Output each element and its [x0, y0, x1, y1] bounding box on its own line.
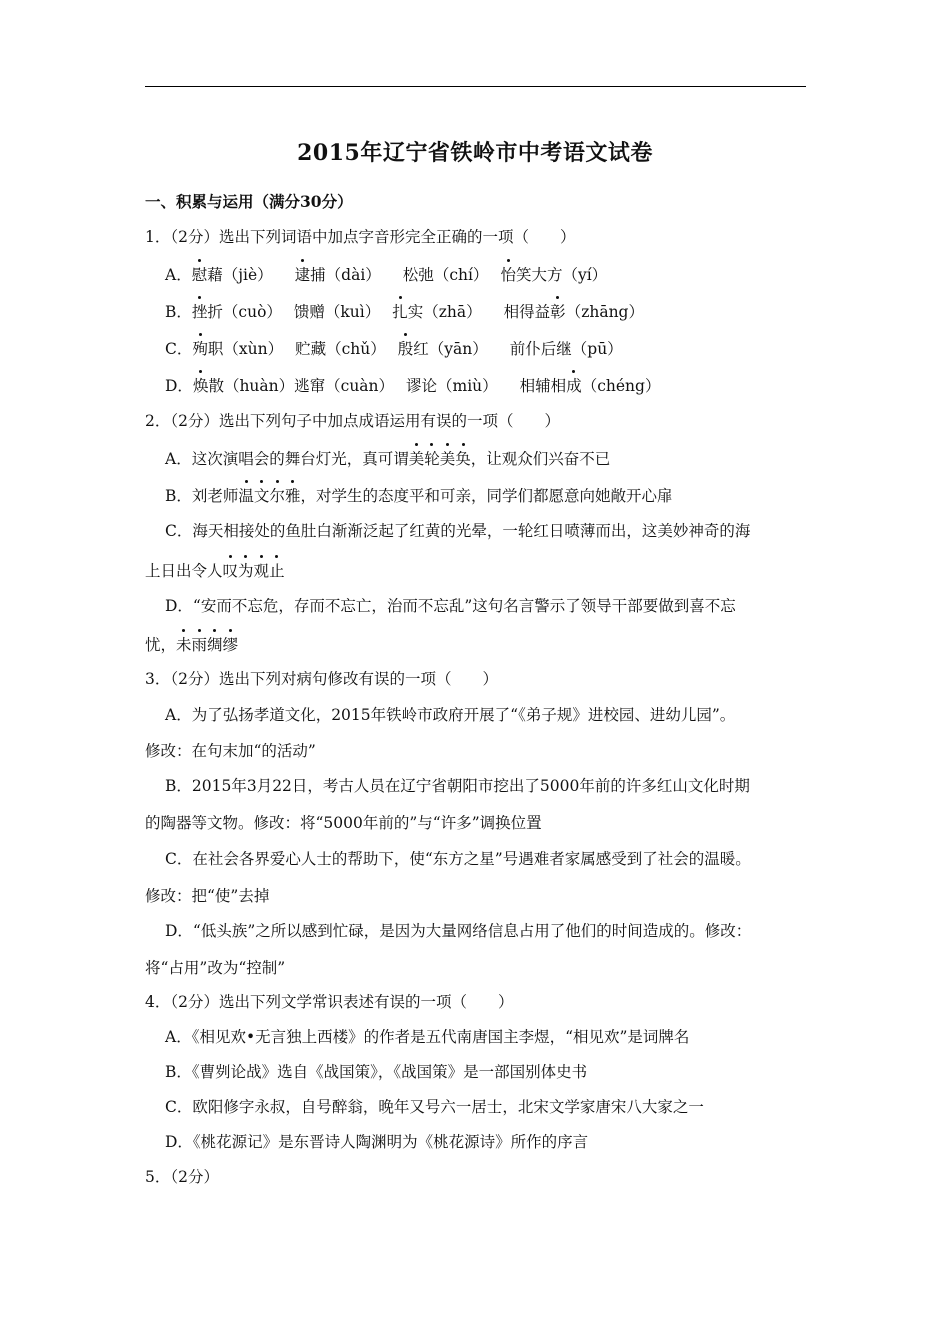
question-3-option-d-line2: 将“占用”改为“控制” [145, 959, 286, 977]
option-text: B．刘老师 [165, 487, 239, 505]
question-2-option-d-line2 [145, 635, 238, 655]
option-text: 散（huàn）逃窜（cuàn） [208, 377, 395, 395]
option-letter: B． [165, 303, 192, 321]
option-text: 前仆后继（pū） [509, 340, 623, 358]
dotted-char: 扎 [392, 303, 408, 321]
option-text: 实（zhā） [407, 303, 482, 321]
dotted-char: 绸 [207, 636, 223, 654]
question-4-option-c: C．欧阳修字永叔，自号醉翁，晚年又号六一居士，北宋文学家唐宋八大家之一 [165, 1098, 704, 1116]
option-text: 谬论（miù） [406, 377, 498, 395]
dotted-char: 轮 [424, 450, 440, 468]
option-text: 弛（chí） [418, 266, 489, 284]
option-text: 贮藏（chǔ） [295, 340, 386, 358]
option-text: 松 [402, 266, 419, 284]
option-letter: D． [165, 377, 193, 395]
dotted-char: 怡 [500, 266, 516, 284]
section-heading: 一、积累与运用（满分30分） [145, 192, 353, 211]
question-3-option-b-line2: 的陶器等文物。修改：将“5000年前的”与“许多”调换位置 [145, 814, 542, 832]
dotted-char: 美 [439, 450, 456, 468]
dotted-char: 彰 [550, 303, 566, 321]
option-text: （zhāng） [565, 303, 644, 321]
option-text: 相辅相 [519, 377, 567, 395]
page-title: 2015年辽宁省铁岭市中考语文试卷 [297, 140, 653, 166]
question-4-option-a: A．《相见欢•无言独上西楼》的作者是五代南唐国主李煜，“相见欢”是词牌名 [165, 1028, 690, 1046]
dotted-char: 殷 [397, 340, 414, 358]
option-text: 藉（jiè） [207, 266, 273, 284]
dotted-char: 为 [238, 562, 254, 580]
question-1-option-d [165, 376, 660, 396]
question-3-option-c-line1: C．在社会各界爱心人士的帮助下，使“东方之星”号遇难者家属感受到了社会的温暖。 [165, 850, 751, 868]
option-text: （chéng） [581, 377, 661, 395]
dotted-char: 观 [253, 562, 270, 580]
question-4-option-b: B．《曹刿论战》选自《战国策》，《战国策》是一部国别体史书 [165, 1063, 588, 1081]
dotted-char: 殉 [192, 340, 208, 358]
dotted-char: 成 [566, 377, 582, 395]
question-3-option-d-line1: D．“低头族”之所以感到忙碌，是因为大量网络信息占用了他们的时间造成的。修改： [165, 922, 752, 940]
dotted-char: 缪 [222, 636, 239, 654]
option-text: A．这次演唱会的舞台灯光，真可谓 [165, 450, 409, 468]
question-1-stem: 1．（2分）选出下列词语中加点字音形完全正确的一项（ ） [145, 228, 576, 246]
question-2-option-a [165, 449, 610, 469]
question-1-option-b [165, 302, 644, 322]
dotted-char: 雅 [284, 487, 301, 505]
question-3-option-b-line1: B．2015年3月22日，考古人员在辽宁省朝阳市挖出了5000年前的许多红山文化时期 [165, 777, 750, 795]
dotted-char: 挫 [191, 303, 208, 321]
question-2-option-c-line1: C．海天相接处的鱼肚白渐渐泛起了红黄的光晕，一轮红日喷薄而出，这美妙神奇的海 [165, 522, 751, 540]
question-2-option-c-line2 [145, 561, 285, 581]
dotted-char: 叹 [222, 562, 239, 580]
dotted-char: 温 [238, 487, 254, 505]
question-5-stem: 5．（2分） [145, 1168, 219, 1186]
question-3-option-a-line1: A．为了弘扬孝道文化，2015年铁岭市政府开展了“《弟子规》进校园、进幼儿园”。 [165, 706, 736, 724]
option-letter: A． [165, 266, 192, 284]
dotted-char: 焕 [192, 377, 209, 395]
option-letter: C． [165, 340, 193, 358]
question-3-stem: 3．（2分）选出下列对病句修改有误的一项（ ） [145, 670, 498, 688]
dotted-char: 雨 [191, 636, 208, 654]
question-1-option-a [165, 265, 607, 285]
question-3-option-a-line2: 修改：在句末加“的活动” [145, 742, 316, 760]
dotted-char: 止 [269, 562, 285, 580]
dotted-char: 未 [176, 636, 192, 654]
option-text: 馈赠（kuì） [293, 303, 381, 321]
option-text: 捕（dài） [310, 266, 381, 284]
option-text: ，对学生的态度平和可亲，同学们都愿意向她敞开心扉 [300, 487, 673, 505]
option-text: 忧， [145, 636, 177, 654]
question-2-option-d-line1: D．“安而不忘危，存而不忘亡，治而不忘乱”这句名言警示了领导干部要做到喜不忘 [165, 597, 736, 615]
option-text: 相得益 [503, 303, 551, 321]
dotted-char: 慰 [191, 266, 208, 284]
question-4-stem: 4．（2分）选出下列文学常识表述有误的一项（ ） [145, 993, 514, 1011]
dotted-char: 文 [253, 487, 270, 505]
option-text: ，让观众们兴奋不已 [470, 450, 611, 468]
dotted-char: 逮 [294, 266, 311, 284]
header-rule [145, 86, 806, 87]
question-1-option-c [165, 339, 623, 359]
dotted-char: 美 [408, 450, 425, 468]
option-text: 职（xùn） [207, 340, 284, 358]
option-text: 折（cuò） [207, 303, 282, 321]
dotted-char: 尔 [269, 487, 285, 505]
question-2-stem: 2．（2分）选出下列句子中加点成语运用有误的一项（ ） [145, 412, 560, 430]
question-2-option-b [165, 486, 672, 506]
option-text: 笑大方（yí） [515, 266, 608, 284]
question-4-option-d: D．《桃花源记》是东晋诗人陶渊明为《桃花源诗》所作的序言 [165, 1133, 589, 1151]
dotted-char: 奂 [455, 450, 471, 468]
option-text: 上日出令人 [145, 562, 223, 580]
option-text: 红（yān） [413, 340, 488, 358]
question-3-option-c-line2: 修改：把“使”去掉 [145, 887, 270, 905]
